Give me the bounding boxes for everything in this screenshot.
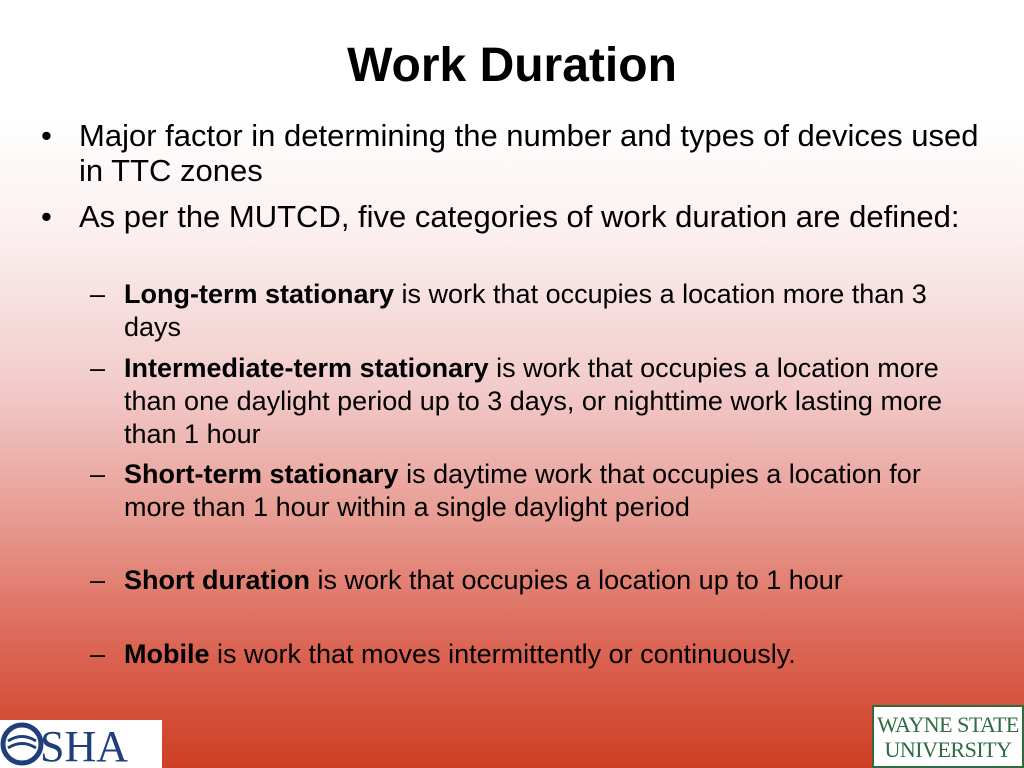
sub-item-term: Intermediate-term stationary	[124, 353, 489, 383]
bullet-item	[41, 118, 1004, 188]
sub-item-term: Long-term stationary	[124, 279, 395, 309]
dash-marker: –	[90, 353, 106, 383]
dash-marker: –	[90, 459, 106, 489]
dash-marker: –	[90, 565, 106, 595]
wsu-line-2: UNIVERSITY	[884, 737, 1012, 762]
bullet-text: Major factor in determining the number and types of devices used in TTC zones	[79, 118, 979, 188]
sub-item	[90, 278, 964, 344]
sub-item-term: Short duration	[124, 565, 310, 595]
sub-item	[90, 564, 964, 597]
sub-item-text: is work that occupies a location up to 1 hour	[309, 565, 843, 595]
wsu-line-1: WAYNE STATE	[877, 712, 1019, 737]
sub-item	[90, 638, 964, 671]
wayne-state-university-logo	[872, 705, 1024, 768]
bullet-item	[41, 199, 1004, 234]
sub-item	[90, 352, 964, 451]
sub-item-term: Short-term stationary	[124, 459, 399, 489]
osha-wordmark: SHA	[40, 722, 129, 768]
bullet-marker: •	[41, 199, 52, 234]
slide-title: Work Duration	[347, 39, 677, 92]
sub-item-term: Mobile	[124, 639, 210, 669]
sub-item-text: is work that occupies a location more than 3 days	[124, 279, 927, 342]
bullet-text: As per the MUTCD, five categories of work duration are defined:	[79, 199, 960, 234]
sub-item	[90, 458, 964, 524]
dash-marker: –	[90, 279, 106, 309]
dash-marker: –	[90, 639, 106, 669]
sub-item-text: is work that occupies a location more than one daylight period up to 3 days, or nighttime work lasting more than 1 hour	[124, 353, 942, 449]
sub-item-text: is daytime work that occupies a location for more than 1 hour within a single daylight period	[124, 459, 921, 522]
osha-logo	[0, 720, 162, 768]
osha-logo-mark	[0, 720, 162, 768]
sub-item-text: is work that moves intermittently or continuously.	[209, 639, 796, 669]
bullet-marker: •	[41, 118, 52, 153]
